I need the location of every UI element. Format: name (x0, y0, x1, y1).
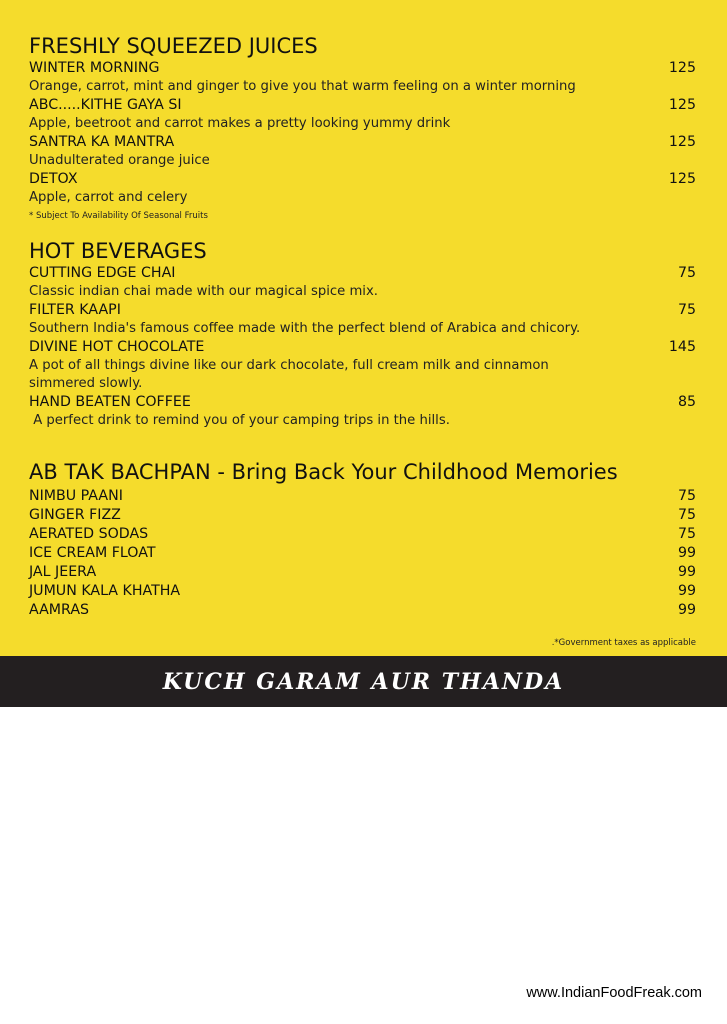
item-name: HAND BEATEN COFFEE (29, 394, 191, 410)
item-description: Orange, carrot, mint and ginger to give you that warm feeling on a winter morning (29, 79, 576, 94)
menu-item (29, 506, 696, 525)
item-description: Apple, beetroot and carrot makes a pretty looking yummy drink (29, 116, 451, 131)
section-title: AB TAK BACHPAN - Bring Back Your Childhood Memories (29, 460, 618, 484)
menu-banner (0, 656, 727, 707)
menu-item (29, 525, 696, 544)
item-price: 99 (677, 564, 696, 580)
banner-title: KUCH GARAM AUR THANDA (162, 668, 565, 695)
menu-item (29, 133, 696, 152)
menu-item (29, 563, 696, 582)
item-name: DIVINE HOT CHOCOLATE (29, 339, 205, 355)
item-description: Unadulterated orange juice (29, 153, 210, 168)
item-name: JUMUN KALA KHATHA (29, 583, 181, 599)
menu-item (29, 544, 696, 563)
menu-item (29, 264, 696, 283)
menu-item (29, 301, 696, 320)
item-description: Classic indian chai made with our magical spice mix. (29, 284, 378, 299)
item-price: 99 (677, 545, 696, 561)
menu-item (29, 96, 696, 115)
item-name: DETOX (29, 171, 78, 187)
item-name: CUTTING EDGE CHAI (29, 265, 176, 281)
item-price: 125 (668, 134, 696, 150)
menu-item (29, 582, 696, 601)
item-price: 75 (677, 526, 696, 542)
menu-item (29, 170, 696, 189)
menu-item (29, 59, 696, 78)
item-name: WINTER MORNING (29, 60, 160, 76)
menu-item (29, 487, 696, 506)
item-description: A perfect drink to remind you of your camping trips in the hills. (29, 413, 450, 428)
item-description: Apple, carrot and celery (29, 190, 188, 205)
section-title: FRESHLY SQUEEZED JUICES (29, 34, 318, 58)
item-description: Southern India's famous coffee made with the perfect blend of Arabica and chicory. (29, 321, 581, 336)
menu-item (29, 601, 696, 620)
seasonal-note: * Subject To Availability Of Seasonal Fruits (29, 211, 208, 221)
item-price: 75 (677, 488, 696, 504)
menu-item (29, 393, 696, 412)
section-title: HOT BEVERAGES (29, 239, 207, 263)
watermark-url: www.IndianFoodFreak.com (526, 985, 702, 1001)
item-name: ABC.....KITHE GAYA SI (29, 97, 182, 113)
item-price: 99 (677, 583, 696, 599)
item-price: 99 (677, 602, 696, 618)
item-price: 125 (668, 60, 696, 76)
item-price: 145 (668, 339, 696, 355)
item-price: 75 (677, 302, 696, 318)
item-name: NIMBU PAANI (29, 488, 123, 504)
item-name: ICE CREAM FLOAT (29, 545, 156, 561)
item-name: JAL JEERA (29, 564, 97, 580)
hot-beverages-section (29, 238, 696, 430)
item-name: FILTER KAAPI (29, 302, 121, 318)
item-price: 125 (668, 97, 696, 113)
item-description: A pot of all things divine like our dark chocolate, full cream milk and cinnamon simmered slowly. (29, 358, 549, 391)
tax-note: .*Government taxes as applicable (551, 638, 696, 648)
item-price: 75 (677, 265, 696, 281)
item-price: 85 (677, 394, 696, 410)
menu-item (29, 338, 696, 357)
item-price: 125 (668, 171, 696, 187)
item-name: GINGER FIZZ (29, 507, 121, 523)
item-name: AERATED SODAS (29, 526, 149, 542)
item-price: 75 (677, 507, 696, 523)
juices-section (29, 33, 696, 223)
item-name: AAMRAS (29, 602, 90, 618)
bachpan-section (29, 459, 696, 620)
item-name: SANTRA KA MANTRA (29, 134, 175, 150)
